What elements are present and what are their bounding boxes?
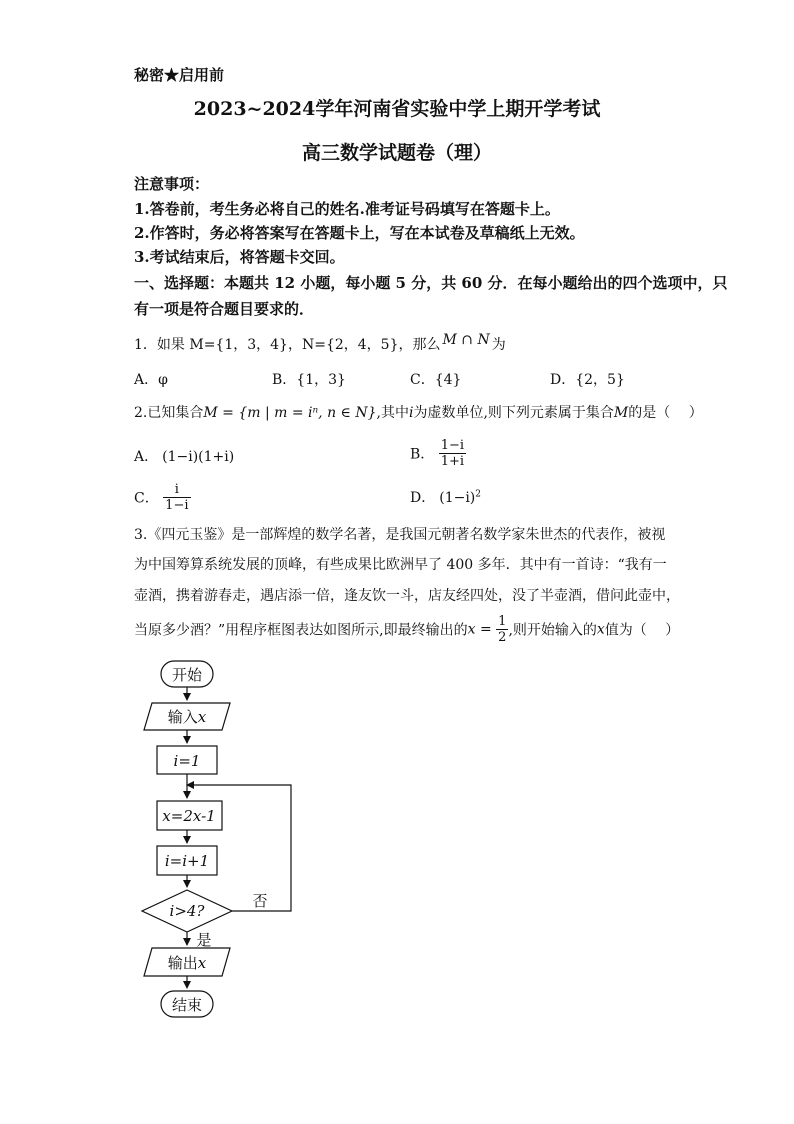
flow-start-text: 开始: [171, 666, 203, 684]
flow-output-label: 输出: [167, 954, 198, 972]
flow-input-label: 输入: [167, 708, 198, 726]
section-heading: 一、选择题：本题共 12 小题，每小题 5 分，共 60 分．在每小题给出的四个选项中，只: [134, 274, 728, 292]
q3-equals: =: [475, 621, 497, 638]
q2-var-m: M: [613, 405, 629, 421]
flow-output-var: x: [197, 954, 207, 972]
q2-option-a-label: A．: [134, 449, 159, 465]
exam-subtitle: 高三数学试题卷（理）: [301, 142, 492, 164]
q1-stem-end: 为: [491, 337, 506, 353]
notice-item-2: 2.作答时，务必将答案写在答题卡上，写在本试卷及草稿纸上无效。: [134, 224, 585, 242]
flow-init-text: i=1: [173, 752, 201, 770]
notice-item-1: 1.答卷前，考生务必将自己的姓名.准考证号码填写在答题卡上。: [134, 200, 560, 218]
q2-option-b-label: B．: [410, 446, 435, 463]
notice-item-3: 3.考试结束后，将答题卡交回。: [134, 248, 345, 266]
q2-option-d-label: D．: [410, 490, 436, 506]
q2-option-c-label: C．: [134, 490, 159, 507]
exam-title: 2023~2024学年河南省实验中学上期开学考试: [193, 98, 601, 120]
flow-no-label: 否: [252, 892, 268, 910]
q1-math-intersection: M ∩ N: [442, 332, 490, 348]
q2-option-d-expr: (1−i): [439, 490, 476, 506]
section-heading-cont: 有一项是符合题目要求的．: [134, 300, 315, 318]
q1-option-d: D．{2，5}: [550, 372, 625, 388]
q2-option-c-num: i: [163, 482, 190, 498]
q1-stem-text: 1．如果 M={1，3，4}，N={2，4，5}，那么: [134, 337, 441, 353]
question-3-line-3: 壶酒，携着游春走，遇店添一倍，逢友饮一斗，店友经四处，没了半壶酒，借问此壶中，: [134, 588, 680, 604]
q2-option-d-exponent: 2: [475, 489, 482, 500]
q3-line4-end: 值为（ ）: [604, 622, 680, 639]
q2-stem-mid2: 为虚数单位,则下列元素属于集合: [413, 405, 614, 421]
q1-option-a: A．φ: [134, 372, 168, 388]
flow-output-text: [168, 954, 207, 972]
q3-frac-den: 2: [498, 630, 507, 645]
q3-line4-text: 当原多少酒？”用程序框图表达如图所示,即最终输出的: [134, 622, 468, 639]
flow-input-var: x: [197, 708, 207, 726]
q2-var-i: i: [408, 405, 414, 421]
flow-step1-text: x=2x-1: [162, 807, 216, 825]
flow-decision-text: i>4?: [169, 902, 205, 920]
question-3-line-2: 为中国筹算系统发展的顶峰，有些成果比欧洲早了 400 多年．其中有一首诗：“我有一: [134, 557, 667, 573]
q2-option-a-expr: (1−i)(1+i): [162, 449, 235, 465]
q3-var-x: x: [467, 621, 476, 638]
q2-stem-end: 的是（ ）: [628, 405, 703, 421]
q3-line4-mid: ,则开始输入的: [508, 622, 597, 639]
q2-stem-text: 2.已知集合: [134, 405, 204, 421]
q2-set-expression: M = {m | m = iⁿ, n ∈ N}: [203, 405, 377, 421]
flow-yes-label: 是: [196, 931, 212, 949]
q2-option-c-den: 1−i: [165, 498, 189, 513]
notice-heading: 注意事项：: [134, 175, 210, 193]
secret-label: 秘密★启用前: [134, 66, 225, 84]
q1-option-b: B．{1，3}: [272, 372, 346, 388]
flow-end-text: 结束: [171, 996, 203, 1014]
flow-loop-back: [187, 785, 291, 911]
q2-option-b-num: 1−i: [440, 438, 465, 453]
q3-frac-num: 1: [498, 614, 507, 629]
q2-option-b-den: 1+i: [440, 454, 465, 469]
q2-stem-mid: ,其中: [376, 405, 409, 421]
flow-step2-text: i=i+1: [164, 852, 210, 870]
flow-input-text: [168, 708, 207, 726]
q1-option-c: C．{4}: [410, 372, 462, 388]
q3-var-x-2: x: [596, 621, 605, 638]
question-3-line-1: 3.《四元玉鉴》是一部辉煌的数学名著，是我国元朝著名数学家朱世杰的代表作，被视: [134, 527, 666, 543]
